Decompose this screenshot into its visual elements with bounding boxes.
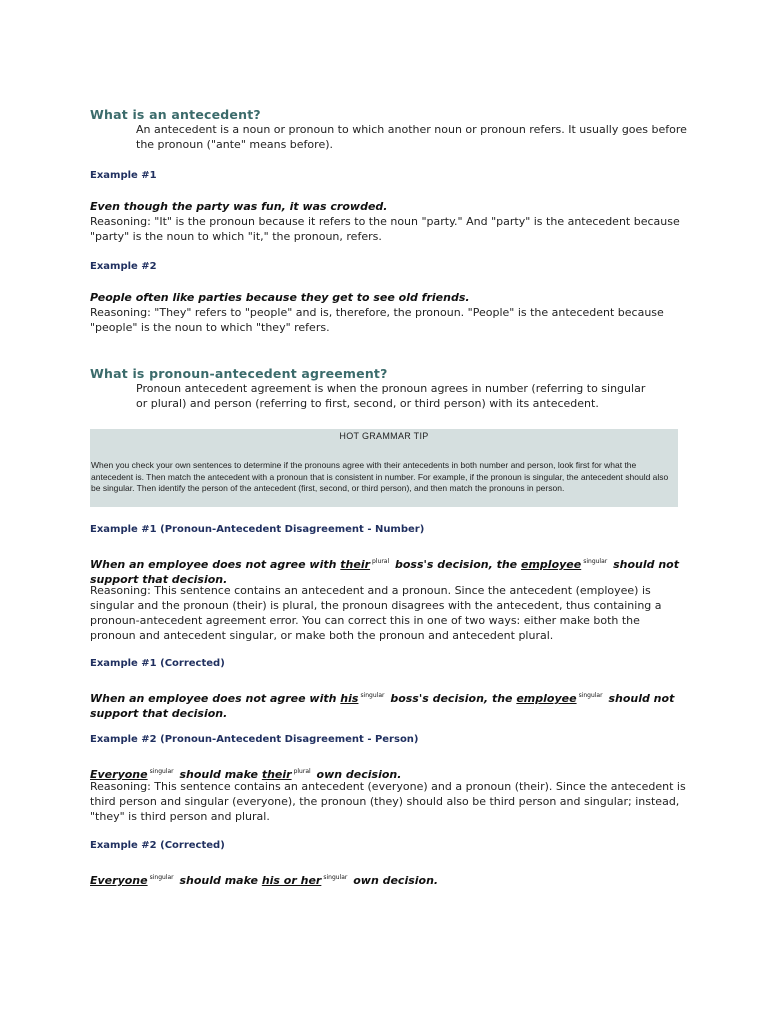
antecedent-definition: An antecedent is a noun or pronoun to which another noun or pronoun refers. It usually goes before the pronoun ("ante" means before).: [136, 123, 687, 151]
example-1-reasoning: Reasoning: "It" is the pronoun because it refers to the noun "party." And "party" is the antecedent because "party" is the noun to which "it," the pronoun, refers.: [90, 215, 680, 243]
pronoun-word: their: [261, 768, 292, 781]
sentence-part: When an employee does not agree with: [90, 558, 337, 571]
example-2-corrected-label: Example #2 (Corrected): [90, 840, 225, 851]
example-2-label: Example #2: [90, 261, 157, 272]
heading-pronoun-antecedent-agreement: What is pronoun-antecedent agreement?: [90, 366, 388, 381]
number-tag: plural: [372, 558, 390, 565]
heading-what-is-antecedent: What is an antecedent?: [90, 107, 261, 122]
sentence-part: When an employee does not agree with: [90, 692, 337, 705]
example-number-disagreement-label: Example #1 (Pronoun-Antecedent Disagreement - Number): [90, 524, 425, 535]
example-person-disagreement-reasoning: Reasoning: This sentence contains an antecedent (everyone) and a pronoun (their). Since the antecedent is third person and singular (everyone), the pronoun (they) should also be third person and singular; instead, "they" is third person and plural.: [90, 780, 686, 823]
sentence-part: boss's decision, the: [390, 692, 513, 705]
sentence-part: should make: [179, 874, 258, 887]
number-tag: plural: [293, 768, 311, 775]
tip-title: HOT GRAMMAR TIP: [339, 431, 429, 441]
antecedent-word: Everyone: [90, 768, 148, 781]
number-tag: singular: [578, 692, 603, 699]
antecedent-word: employee: [521, 558, 582, 571]
antecedent-word: employee: [516, 692, 577, 705]
pronoun-word: their: [340, 558, 371, 571]
example-person-disagreement-label: Example #2 (Pronoun-Antecedent Disagreement - Person): [90, 734, 419, 745]
example-1-sentence: Even though the party was fun, it was crowded.: [90, 200, 388, 213]
example-2-corrected-sentence: [90, 870, 690, 888]
sentence-part: should not support that decision.: [90, 558, 679, 586]
example-1-corrected-label: Example #1 (Corrected): [90, 658, 225, 669]
sentence-part: own decision.: [316, 768, 402, 781]
example-1-label: Example #1: [90, 170, 157, 181]
pronoun-word: his: [340, 692, 359, 705]
number-tag: singular: [583, 558, 608, 565]
number-tag: singular: [323, 874, 348, 881]
example-2-sentence: People often like parties because they get to see old friends.: [90, 291, 470, 304]
example-2-reasoning: Reasoning: "They" refers to "people" and is, therefore, the pronoun. "People" is the antecedent because "people" is the noun to which "they" refers.: [90, 306, 664, 334]
tip-body: When you check your own sentences to determine if the pronouns agree with their antecedents in both number and person, look first for what the antecedent is. Then match the antecedent with a pronoun that is consistent in number. For example, if the pronoun is singular, the antecedent should also be singular. Then identify the person of the antecedent (first, second, or third person), and then match the pronouns in person.: [91, 460, 669, 493]
agreement-definition: Pronoun antecedent agreement is when the pronoun agrees in number (referring to singular or plural) and person (referring to first, second, or third person) with its antecedent.: [136, 382, 646, 410]
example-number-disagreement-reasoning: Reasoning: This sentence contains an antecedent and a pronoun. Since the antecedent (employee) is singular and the pronoun (their) is plural, the pronoun disagrees with the antecedent, thus containing a pronoun-antecedent agreement error. You can correct this in one of two ways: either make both the pronoun and antecedent singular, or make both the pronoun and antecedent plural.: [90, 584, 662, 642]
hot-grammar-tip-box: [90, 429, 678, 507]
sentence-part: boss's decision, the: [394, 558, 518, 571]
sentence-part: should make: [179, 768, 258, 781]
number-tag: singular: [149, 874, 174, 881]
number-tag: singular: [149, 768, 174, 775]
pronoun-word: his or her: [261, 874, 322, 887]
sentence-part: should not support that decision.: [90, 692, 675, 720]
example-1-corrected-sentence: [90, 688, 690, 721]
sentence-part: own decision.: [353, 874, 439, 887]
antecedent-word: Everyone: [90, 874, 148, 887]
number-tag: singular: [360, 692, 385, 699]
